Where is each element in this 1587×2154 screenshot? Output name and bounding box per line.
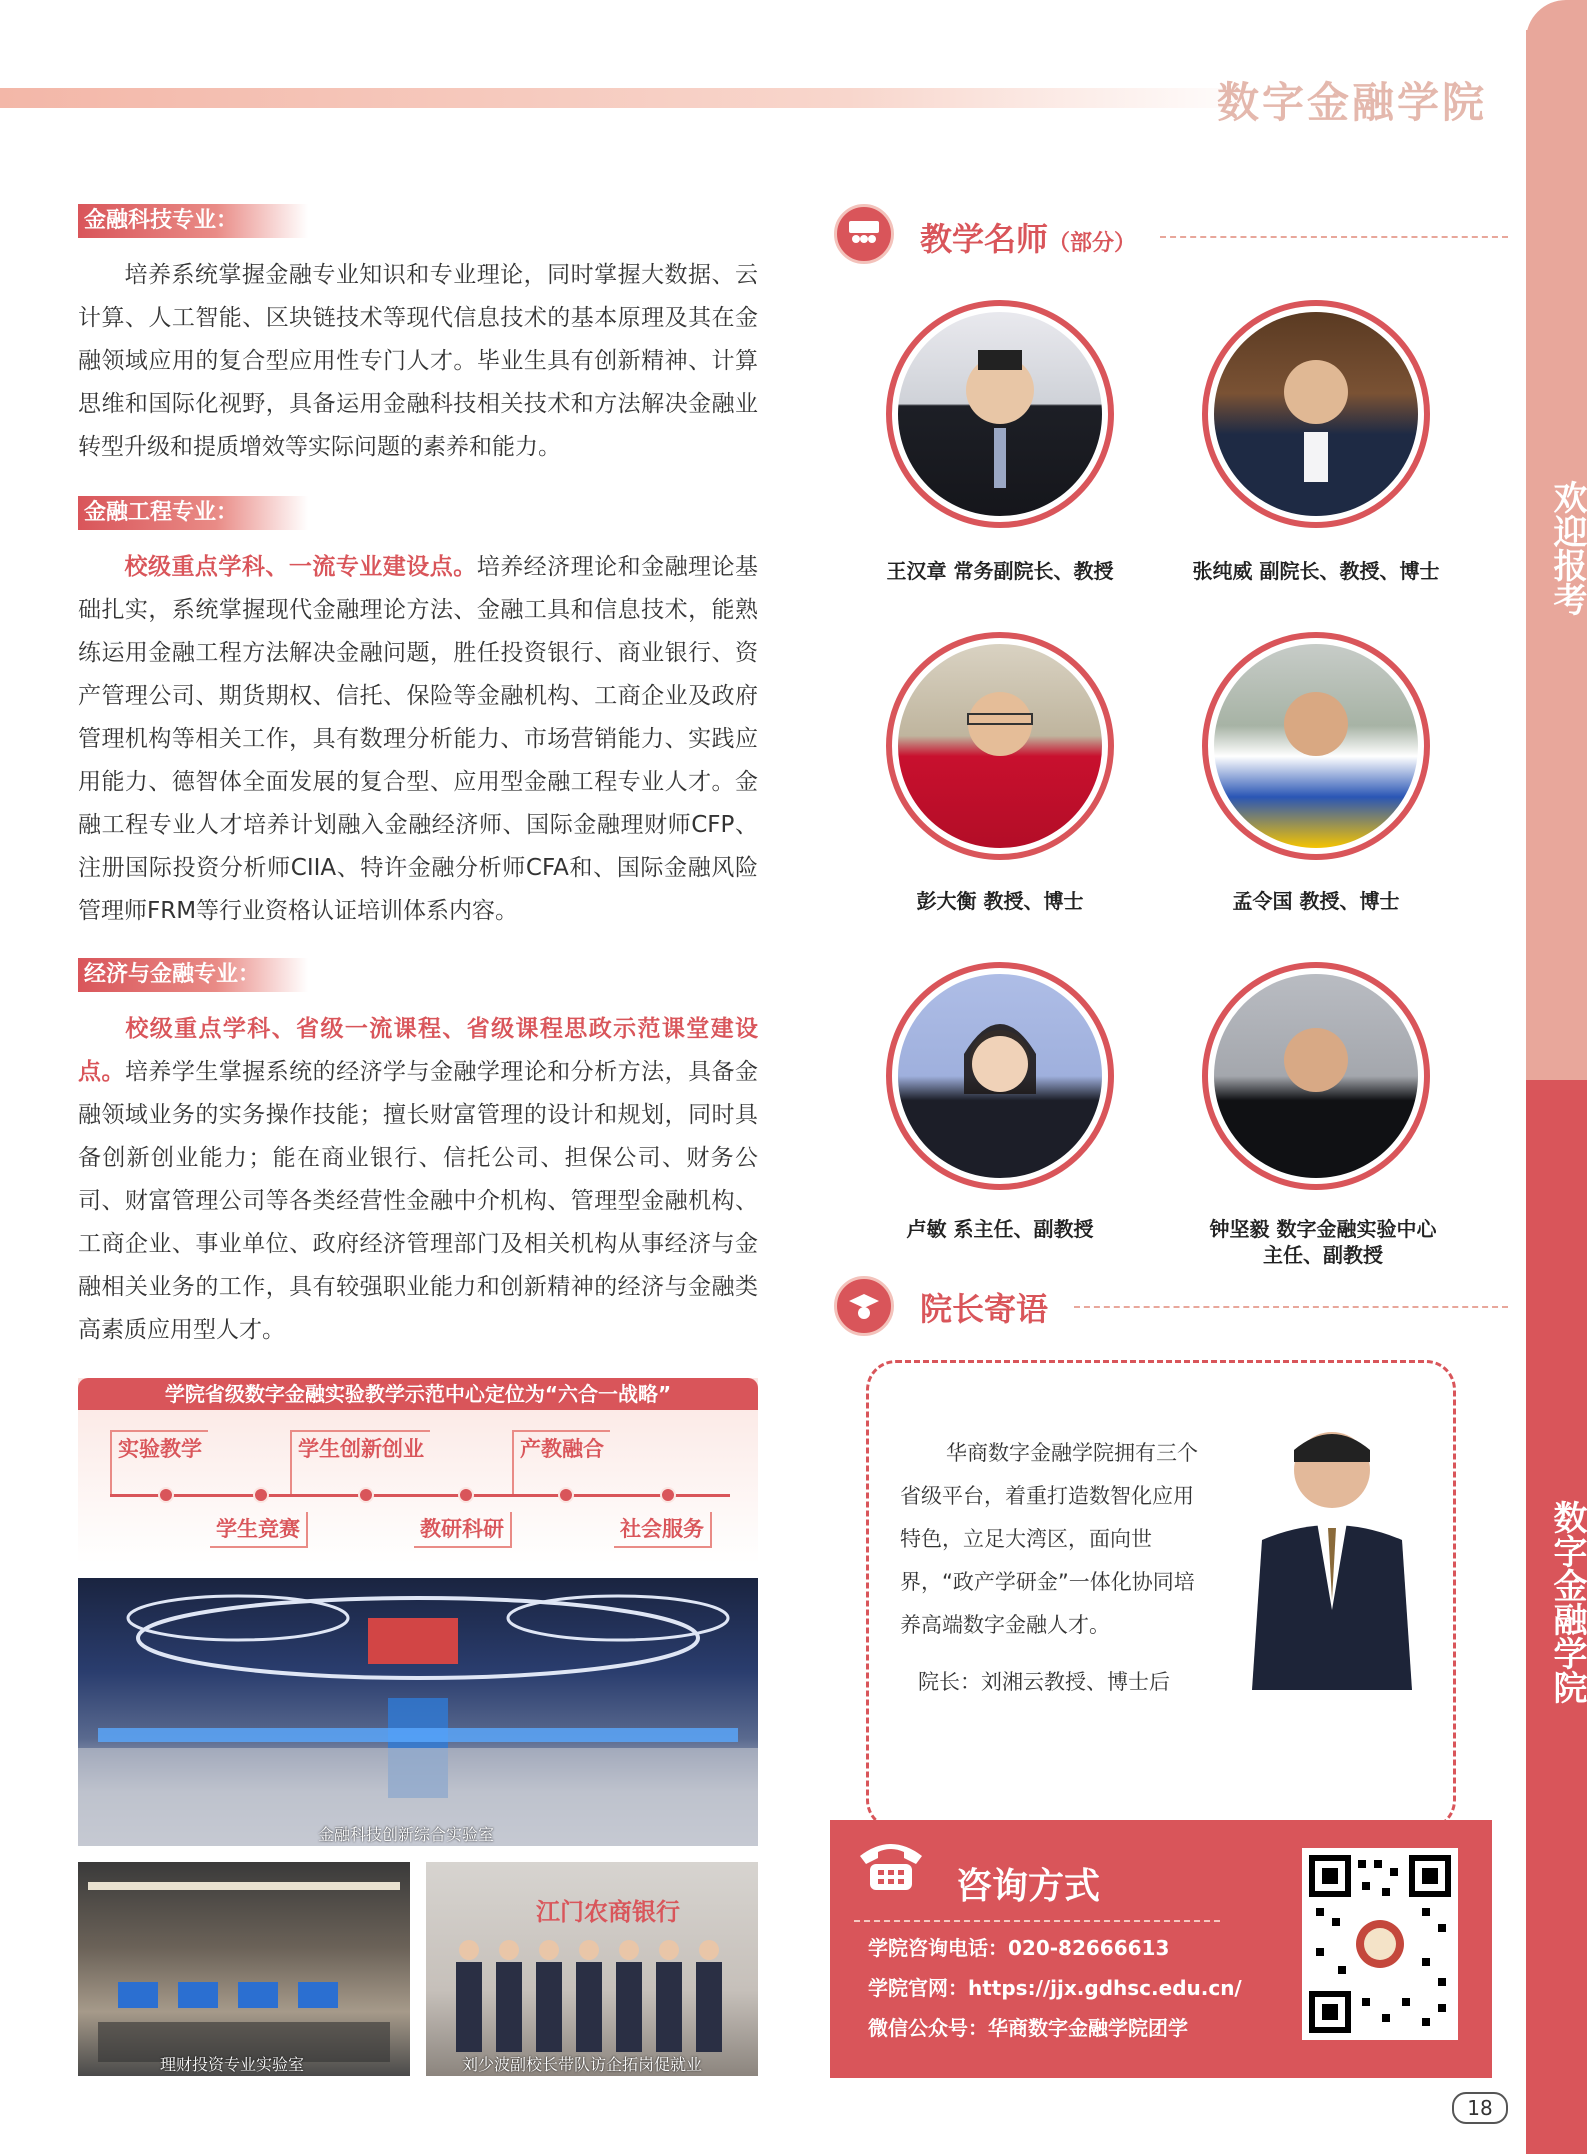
photo-caption: 金融科技创新综合实验室 <box>318 1825 495 1844</box>
teacher-name: 张纯威 副院长、教授、博士 <box>1192 559 1440 583</box>
tag-teaching-research: 教研科研 <box>414 1512 512 1548</box>
dean-title: 院长寄语 <box>920 1290 1049 1328</box>
teachers-title: 教学名师 <box>920 220 1049 258</box>
tag-industry-education: 产教融合 <box>512 1430 610 1466</box>
teacher-group-icon <box>834 204 894 264</box>
six-in-one-title: 学院省级数字金融实验教学示范中心定位为“六合一战略” <box>78 1378 758 1410</box>
tag-experiment-teaching: 实验教学 <box>110 1430 208 1466</box>
highlight-text: 校级重点学科、一流专业建设点。 <box>124 554 477 580</box>
graduate-glyph <box>847 1291 881 1321</box>
heading-divider <box>1074 1306 1508 1308</box>
dean-message <box>900 1432 1200 1647</box>
person-silhouette <box>1214 312 1418 516</box>
teacher-name: 王汉章 常务副院长、教授 <box>886 559 1114 583</box>
dean-signature: 院长：刘湘云教授、博士后 <box>918 1670 1170 1694</box>
qr-code-glyph <box>1302 1848 1458 2040</box>
tag-student-innovation: 学生创新创业 <box>290 1430 430 1466</box>
company-visit-photo <box>426 1862 758 2076</box>
timeline-dot <box>660 1487 676 1503</box>
section-heading-econfin: 经济与金融专业： <box>78 958 308 992</box>
contact-phone: 学院咨询电话：020-82666613 <box>868 1936 1170 1960</box>
contact-title: 咨询方式 <box>956 1866 1101 1907</box>
side-tab-top-text: 欢迎报考 <box>1547 480 1587 616</box>
teacher-name: 卢敏 系主任、副教授 <box>906 1217 1094 1241</box>
dean-illustration <box>1232 1410 1432 1690</box>
tag-student-competition: 学生竞赛 <box>210 1512 308 1548</box>
timeline-dot <box>358 1487 374 1503</box>
invest-lab-illustration <box>78 1862 410 2076</box>
section-heading-fineng: 金融工程专业： <box>78 496 308 530</box>
timeline-dot <box>458 1487 474 1503</box>
telephone-icon <box>856 1838 926 1894</box>
teachers-heading <box>920 214 1136 260</box>
qr-code-icon[interactable] <box>1302 1848 1458 2040</box>
dean-photo <box>1232 1410 1432 1690</box>
teacher-portrait <box>1202 962 1430 1190</box>
teacher-name: 钟坚毅 数字金融实验中心主任、副教授 <box>1209 1217 1437 1267</box>
teacher-group-glyph <box>847 219 881 249</box>
timeline-dot <box>158 1487 174 1503</box>
tag-social-service: 社会服务 <box>614 1512 712 1548</box>
body-text: 培养经济理论和金融理论基础扎实，系统掌握现代金融理论方法、金融工具和信息技术，能熟练运用金融工程方法解决金融问题，胜任投资银行、商业银行、资产管理公司、期货期权、信托、保险等金融机构、工商企业及政府管理机构等相关工作，具有数理分析能力、市场营销能力、实践应用能力、德智体全面发展的复合型、应用型金融工程专业人才。金融工程专业人才培养计划融入金融经济师、国际金融理财师CFP、注册国际投资分析师CIIA、特许金融分析师CFA和、国际金融风险管理师FRM等行业资格认证培训体系内容。 <box>78 554 759 924</box>
teacher-portrait <box>886 962 1114 1190</box>
fintech-lab-photo <box>78 1578 758 1846</box>
dean-message-text: 华商数字金融学院拥有三个省级平台，着重打造数智化应用特色，立足大湾区，面向世界，“政产学研金”一体化协同培养高端数字金融人才。 <box>900 1441 1198 1637</box>
photo-caption: 刘少波副校长带队访企拓岗促就业 <box>462 2055 703 2074</box>
contact-wechat: 微信公众号：华商数字金融学院团学 <box>868 2016 1188 2040</box>
teacher-name: 孟令国 教授、博士 <box>1232 889 1400 913</box>
person-silhouette <box>898 644 1102 848</box>
college-title: 数字金融学院 <box>1216 78 1487 127</box>
timeline-line <box>110 1494 730 1497</box>
invest-lab-photo <box>78 1862 410 2076</box>
section-body-econfin <box>78 1008 758 1352</box>
bank-sign: 江门农商银行 <box>536 1898 680 1926</box>
body-text: 培养系统掌握金融专业知识和专业理论，同时掌握大数据、云计算、人工智能、区块链技术等现代信息技术的基本原理及其在金融领域应用的复合型应用性专门人才。毕业生具有创新精神、计算思维和国际化视野，具备运用金融科技相关技术和方法解决金融业转型升级和提质增效等实际问题的素养和能力。 <box>78 262 758 460</box>
highlight-text: 校级重点学科、省级一流课程、省级课程思政示范课堂建设点。 <box>78 1016 758 1085</box>
timeline-dot <box>558 1487 574 1503</box>
page-number: 18 <box>1452 2092 1508 2124</box>
teacher-portrait <box>886 632 1114 860</box>
teachers-subtitle: （部分） <box>1048 231 1137 256</box>
heading-divider <box>1160 236 1508 238</box>
section-heading-fintech: 金融科技专业： <box>78 204 308 238</box>
person-silhouette <box>898 312 1102 516</box>
photo-caption: 理财投资专业实验室 <box>160 2055 305 2074</box>
side-tab-bottom-text: 数字金融学院 <box>1547 1500 1587 1704</box>
person-silhouette <box>1214 974 1418 1178</box>
contact-website[interactable]: 学院官网：https://jjx.gdhsc.edu.cn/ <box>868 1976 1242 2000</box>
teacher-portrait <box>886 300 1114 528</box>
body-text: 培养学生掌握系统的经济学与金融学理论和分析方法，具备金融领域业务的实务操作技能；擅长财富管理的设计和规划，同时具备创新创业能力；能在商业银行、信托公司、担保公司、财务公司、财富管理公司等各类经营性金融中介机构、管理型金融机构、工商企业、事业单位、政府经济管理部门及相关机构从事经济与金融相关业务的工作，具有较强职业能力和创新精神的经济与金融类高素质应用型人才。 <box>78 1059 759 1343</box>
person-silhouette <box>1214 644 1418 848</box>
teacher-portrait <box>1202 300 1430 528</box>
teacher-portrait <box>1202 632 1430 860</box>
telephone-glyph <box>856 1838 926 1894</box>
section-body-fineng <box>78 546 758 933</box>
graduate-icon <box>834 1276 894 1336</box>
timeline-dot <box>253 1487 269 1503</box>
lab-illustration <box>78 1578 758 1846</box>
person-silhouette <box>898 974 1102 1178</box>
teacher-name: 彭大衡 教授、博士 <box>916 889 1084 913</box>
contact-divider <box>854 1920 1220 1922</box>
section-body-fintech <box>78 254 758 469</box>
